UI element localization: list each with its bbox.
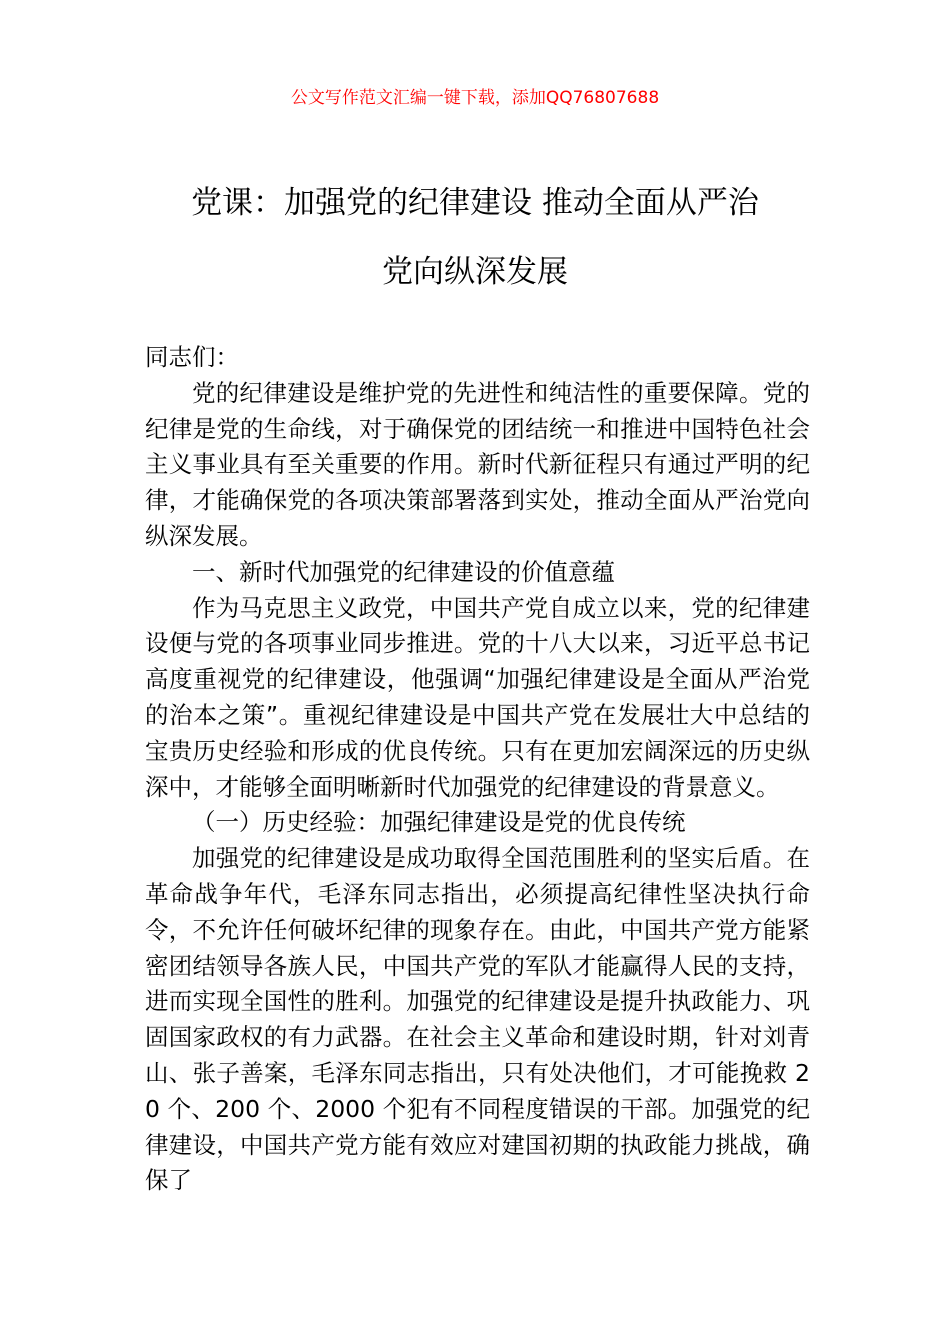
paragraph-section-1: 作为马克思主义政党，中国共产党自成立以来，党的纪律建设便与党的各项事业同步推进。党的十八大以来，习近平总书记高度重视党的纪律建设，他强调“加强纪律建设是全面从严治党的治本之策”。重视纪律建设是中国共产党在发展壮大中总结的宝贵历史经验和形成的优良传统。只有在更加宏阔深远的历史纵深中，才能够全面明晰新时代加强党的纪律建设的背景意义。	[145, 593, 810, 801]
paragraph-subsection-1: 加强党的纪律建设是成功取得全国范围胜利的坚实后盾。在革命战争年代，毛泽东同志指出，必须提高纪律性坚决执行命令，不允许任何破坏纪律的现象存在。由此，中国共产党方能紧密团结领导各族人民，中国共产党的军队才能赢得人民的支持，进而实现全国性的胜利。加强党的纪律建设是提升执政能力、巩固国家政权的有力武器。在社会主义革命和建设时期，针对刘青山、张子善案，毛泽东同志指出，只有处决他们，才可能挽救 20 个、200 个、2000 个犯有不同程度错误的干部。加强党的纪律建设，中国共产党方能有效应对建国初期的执政能力挑战，确保了	[145, 844, 810, 1195]
document-title-line-1: 党课：加强党的纪律建设 推动全面从严治	[191, 185, 759, 221]
section-heading-1: 一、新时代加强党的纪律建设的价值意蕴	[192, 557, 615, 586]
salutation: 同志们：	[145, 343, 239, 371]
header-banner: 公文写作范文汇编一键下载，添加QQ76807688	[290, 88, 660, 108]
paragraph-intro: 党的纪律建设是维护党的先进性和纯洁性的重要保障。党的纪律是党的生命线，对于确保党的团结统一和推进中国特色社会主义事业具有至关重要的作用。新时代新征程只有通过严明的纪律，才能确保党的各项决策部署落到实处，推动全面从严治党向纵深发展。	[145, 378, 810, 550]
document-body	[145, 340, 810, 1199]
subsection-heading-1: （一）历史经验：加强纪律建设是党的优良传统	[192, 808, 686, 837]
document-title-line-2: 党向纵深发展	[382, 254, 568, 290]
